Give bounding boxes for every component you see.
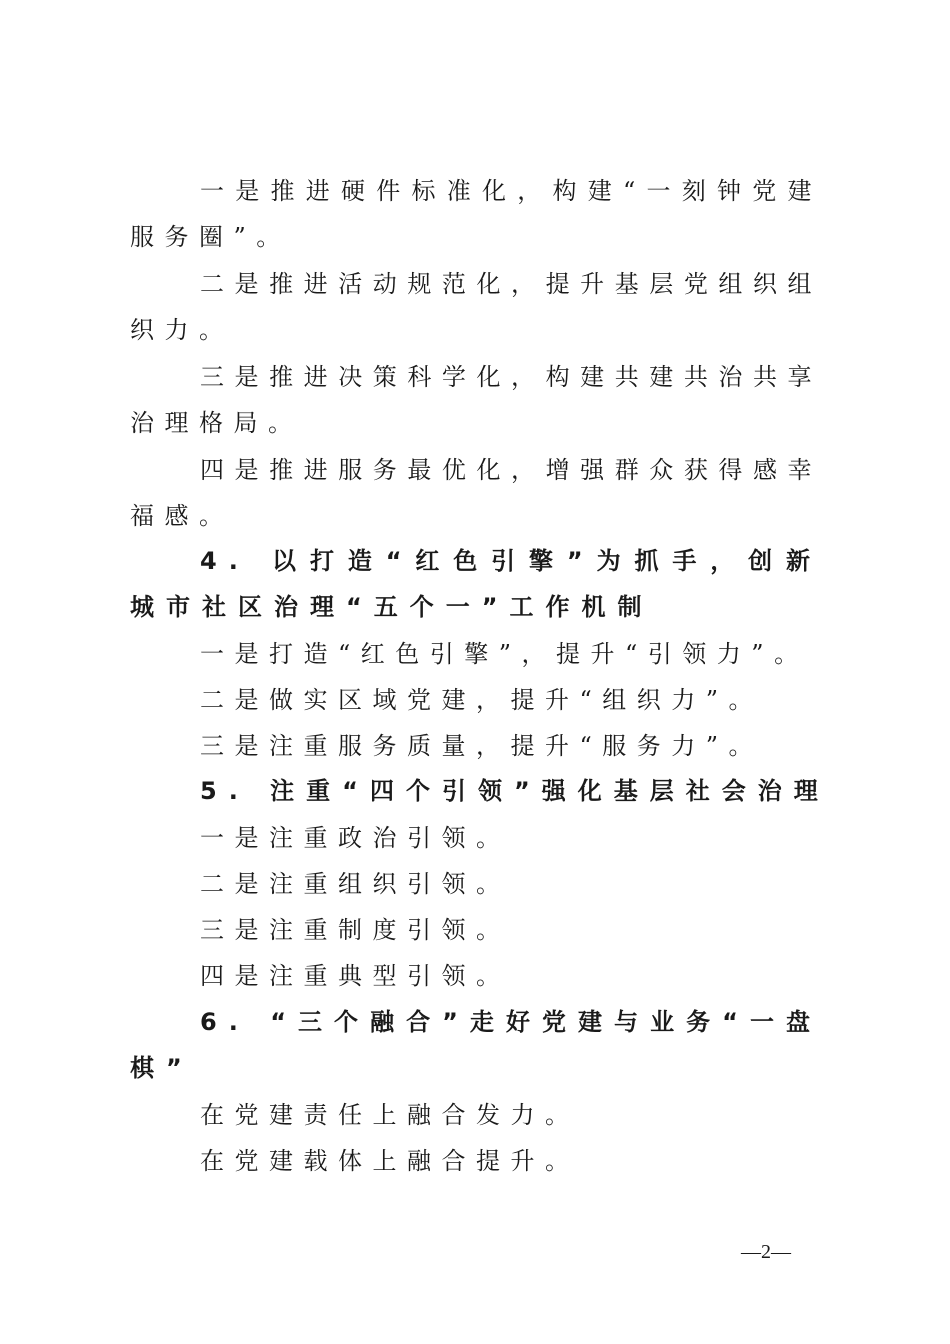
body-paragraph: 四是注重典型引领。 — [200, 962, 511, 990]
body-paragraph: 在党建责任上融合发力。 — [200, 1101, 580, 1129]
body-paragraph: 二是注重组织引领。 — [200, 870, 511, 898]
body-paragraph: 在党建载体上融合提升。 — [200, 1147, 580, 1175]
section-heading: 6. “三个融合”走好党建与业务“一盘棋” — [130, 1008, 822, 1082]
body-paragraph: 三是推进决策科学化，构建共建共治共享治理格局。 — [130, 363, 822, 437]
body-paragraph: 四是推进服务最优化，增强群众获得感幸福感。 — [130, 456, 822, 530]
body-paragraph: 三是注重制度引领。 — [200, 916, 511, 944]
body-paragraph: 二是做实区域党建，提升“组织力”。 — [200, 686, 764, 714]
body-paragraph: 三是注重服务质量，提升“服务力”。 — [200, 732, 764, 760]
section-heading: 4. 以打造“红色引擎”为抓手，创新城市社区治理“五个一”工作机制 — [130, 547, 822, 621]
section-heading: 5. 注重“四个引领”强化基层社会治理 — [200, 777, 830, 805]
body-paragraph: 二是推进活动规范化，提升基层党组织组织力。 — [130, 270, 822, 344]
body-paragraph: 一是注重政治引领。 — [200, 824, 511, 852]
page-number: —2— — [741, 1241, 791, 1263]
body-paragraph: 一是打造“红色引擎”，提升“引领力”。 — [200, 640, 809, 668]
body-paragraph: 一是推进硬件标准化，构建“一刻钟党建服务圈”。 — [130, 177, 822, 251]
